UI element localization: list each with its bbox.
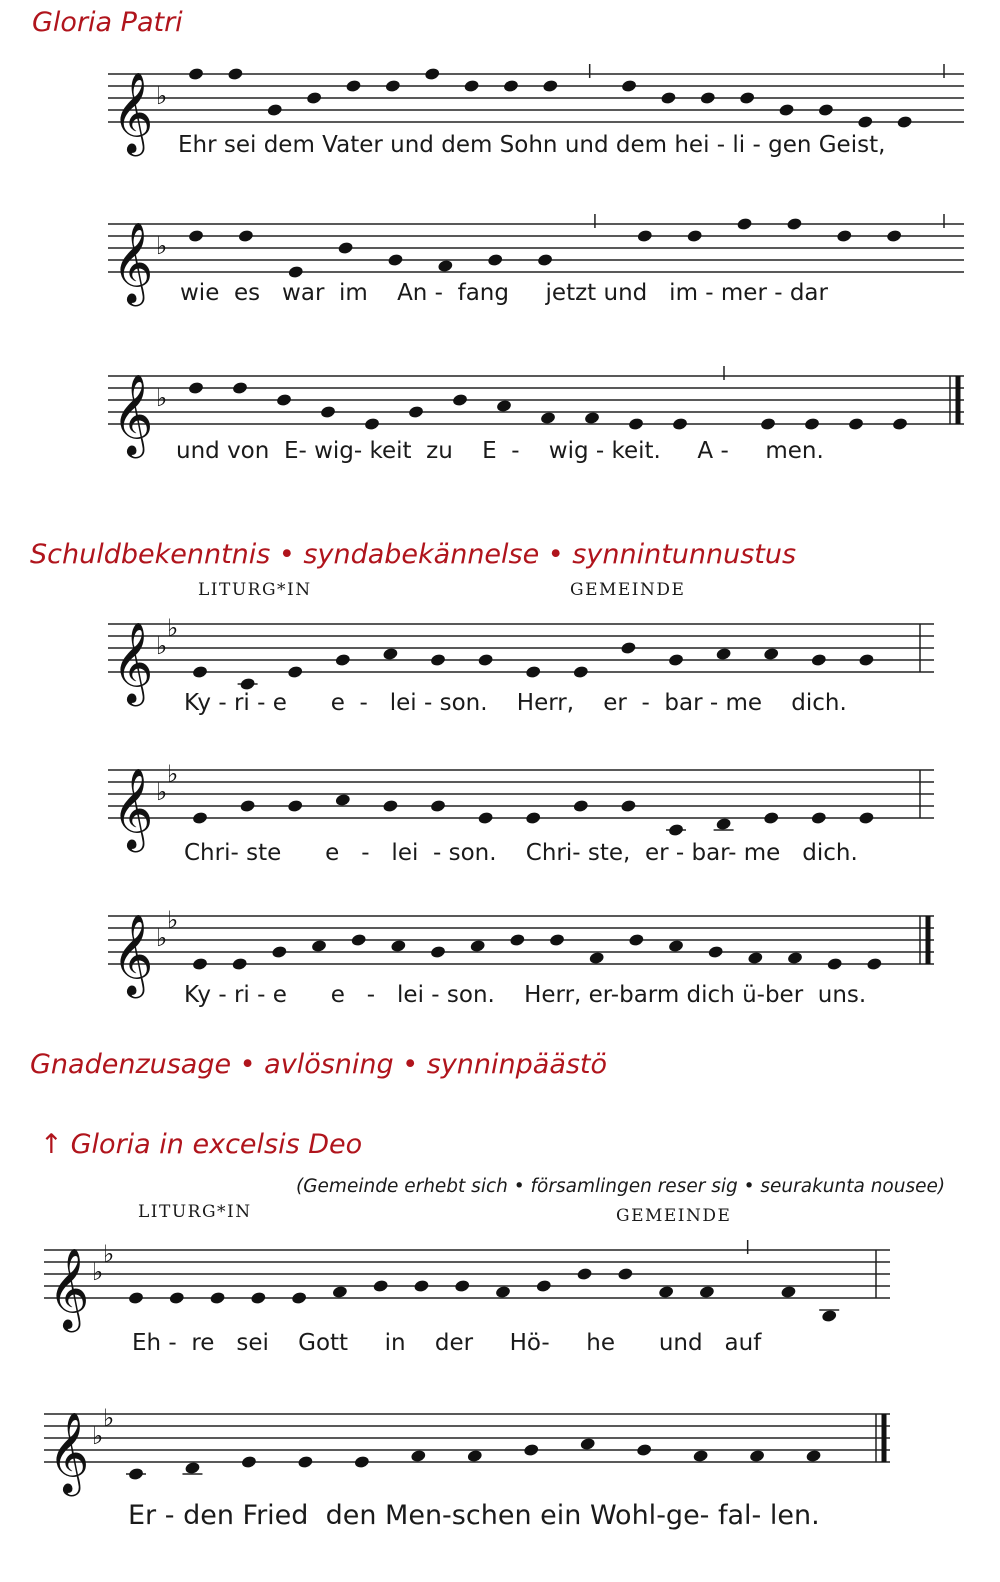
music-staff-7	[44, 1220, 894, 1329]
note-head	[542, 79, 559, 93]
note-head	[576, 1267, 593, 1281]
note-head	[408, 405, 425, 419]
treble-clef-icon: 𝄞	[112, 621, 154, 703]
note-head	[452, 393, 469, 407]
flat-icon: ♭	[167, 614, 179, 642]
note-head	[780, 1285, 797, 1299]
note-head	[487, 253, 504, 267]
note-head	[628, 417, 645, 431]
note-head	[227, 67, 244, 81]
music-staff-8	[44, 1384, 894, 1493]
note-head	[276, 393, 293, 407]
note-head	[410, 1449, 427, 1463]
note-head	[495, 1285, 512, 1299]
note-head	[387, 253, 404, 267]
treble-clef-icon: 𝄞	[112, 71, 154, 153]
treble-clef-icon: 𝄞	[112, 221, 154, 303]
note-head	[372, 1279, 389, 1293]
note-head	[297, 1455, 314, 1469]
note-head	[463, 79, 480, 93]
note-head	[469, 939, 486, 953]
flat-icon: ♭	[92, 1422, 104, 1450]
note-head	[858, 811, 875, 825]
note-head	[287, 265, 304, 279]
note-head	[169, 1291, 186, 1305]
note-head	[637, 229, 654, 243]
note-head	[715, 817, 732, 831]
note-head	[826, 957, 843, 971]
flat-icon: ♭	[156, 778, 168, 806]
section-heading-text: Gloria in excelsis Deo	[70, 1129, 363, 1160]
note-head	[628, 933, 645, 947]
note-head	[715, 647, 732, 661]
lyrics-line: Ehr sei dem Vater und dem Sohn und dem hei - li - gen Geist,	[178, 132, 886, 158]
section-heading-gloria-patri: Gloria Patri	[32, 7, 183, 38]
note-head	[209, 1291, 226, 1305]
note-head	[430, 799, 447, 813]
lyrics-line: Ky - ri - e e - lei - son. Herr, er - bar - me dich.	[184, 690, 847, 716]
role-label-gemeinde: GEMEINDE	[616, 1206, 732, 1226]
note-head	[320, 405, 337, 419]
note-head	[232, 381, 249, 395]
note-head	[266, 103, 283, 117]
note-head	[250, 1291, 267, 1305]
note-head	[390, 939, 407, 953]
note-head	[345, 79, 362, 93]
lyrics-line: Er - den Fried den Men-schen ein Wohl-ge- fal- len.	[128, 1500, 820, 1531]
note-head	[672, 417, 689, 431]
note-head	[804, 417, 821, 431]
note-head	[496, 399, 513, 413]
note-head	[549, 933, 566, 947]
note-head	[749, 1449, 766, 1463]
note-head	[385, 79, 402, 93]
note-head	[700, 91, 717, 105]
note-head	[525, 665, 542, 679]
note-head	[811, 653, 828, 667]
note-head	[413, 1279, 430, 1293]
note-head	[699, 1285, 716, 1299]
note-head	[192, 811, 209, 825]
lyrics-line: und von E- wig- keit zu E - wig - keit. A - men.	[176, 438, 824, 464]
note-head	[760, 417, 777, 431]
note-head	[787, 951, 804, 965]
treble-clef-icon: 𝄞	[48, 1411, 90, 1493]
note-head	[620, 799, 637, 813]
flat-icon: ♭	[156, 232, 168, 260]
lyrics-line: wie es war im An - fang jetzt und im - mer - dar	[180, 280, 828, 306]
note-head	[188, 67, 205, 81]
note-head	[763, 647, 780, 661]
note-head	[858, 653, 875, 667]
note-head	[537, 253, 554, 267]
note-head	[364, 417, 381, 431]
note-head	[540, 411, 557, 425]
note-head	[337, 241, 354, 255]
note-head	[437, 259, 454, 273]
note-head	[509, 933, 526, 947]
treble-clef-icon: 𝄞	[112, 913, 154, 995]
note-head	[786, 217, 803, 231]
note-head	[454, 1279, 471, 1293]
instruction-note: (Gemeinde erhebt sich • församlingen reser sig • seurakunta nousee)	[296, 1176, 946, 1197]
note-head	[128, 1467, 145, 1481]
note-head	[503, 79, 520, 93]
note-head	[239, 799, 256, 813]
note-head	[192, 957, 209, 971]
note-head	[668, 653, 685, 667]
note-head	[287, 799, 304, 813]
section-heading-schuldbekenntnis: Schuldbekenntnis • syndabekännelse • synnintunnustus	[30, 539, 797, 570]
flat-icon: ♭	[156, 384, 168, 412]
note-head	[660, 91, 677, 105]
flat-icon: ♭	[156, 924, 168, 952]
note-head	[763, 811, 780, 825]
section-heading-gloria-in-excelsis	[40, 1128, 362, 1162]
note-head	[848, 417, 865, 431]
note-head	[291, 1291, 308, 1305]
note-head	[584, 411, 601, 425]
note-head	[896, 115, 913, 129]
note-head	[636, 1443, 653, 1457]
lyrics-line: Eh - re sei Gott in der Hö- he und auf	[132, 1330, 762, 1356]
note-head	[525, 811, 542, 825]
flat-icon: ♭	[92, 1258, 104, 1286]
note-head	[467, 1449, 484, 1463]
note-head	[188, 229, 205, 243]
note-head	[658, 1285, 675, 1299]
note-head	[239, 677, 256, 691]
note-head	[287, 665, 304, 679]
note-head	[736, 217, 753, 231]
note-head	[354, 1455, 371, 1469]
note-head	[573, 665, 590, 679]
arrow-up-icon: ↑	[40, 1129, 63, 1160]
music-staff-5	[108, 742, 938, 849]
flat-icon: ♭	[156, 632, 168, 660]
note-head	[686, 229, 703, 243]
note-head	[818, 103, 835, 117]
note-head	[335, 793, 352, 807]
note-head	[778, 103, 795, 117]
note-head	[668, 939, 685, 953]
note-head	[382, 799, 399, 813]
lyrics-line: Chri- ste e - lei - son. Chri- ste, er - bar- me dich.	[184, 840, 858, 866]
note-head	[430, 653, 447, 667]
note-head	[892, 417, 909, 431]
flat-icon: ♭	[156, 82, 168, 110]
note-head	[477, 653, 494, 667]
note-head	[241, 1455, 258, 1469]
note-head	[836, 229, 853, 243]
note-head	[886, 229, 903, 243]
section-heading-gnadenzusage: Gnadenzusage • avlösning • synninpäästö	[30, 1049, 608, 1080]
note-head	[739, 91, 756, 105]
flat-icon: ♭	[103, 1404, 115, 1432]
treble-clef-icon: 𝄞	[112, 373, 154, 455]
note-head	[188, 381, 205, 395]
note-head	[668, 823, 685, 837]
note-head	[184, 1461, 201, 1475]
flat-icon: ♭	[167, 760, 179, 788]
note-head	[430, 945, 447, 959]
note-head	[573, 799, 590, 813]
treble-clef-icon: 𝄞	[112, 767, 154, 849]
note-head	[821, 1309, 838, 1323]
treble-clef-icon: 𝄞	[48, 1247, 90, 1329]
note-head	[523, 1443, 540, 1457]
note-head	[866, 957, 883, 971]
note-head	[424, 67, 441, 81]
note-head	[477, 811, 494, 825]
flat-icon: ♭	[167, 906, 179, 934]
note-head	[350, 933, 367, 947]
note-head	[621, 79, 638, 93]
note-head	[311, 939, 328, 953]
note-head	[811, 811, 828, 825]
note-head	[536, 1279, 553, 1293]
note-head	[588, 951, 605, 965]
flat-icon: ♭	[103, 1240, 115, 1268]
role-label-liturg: LITURG*IN	[198, 580, 312, 600]
note-head	[747, 951, 764, 965]
note-head	[620, 641, 637, 655]
lyrics-line: Ky - ri - e e - lei - son. Herr, er-barm dich ü-ber uns.	[184, 982, 867, 1008]
note-head	[335, 653, 352, 667]
role-label-gemeinde: GEMEINDE	[570, 580, 686, 600]
note-head	[192, 665, 209, 679]
note-head	[579, 1437, 596, 1451]
note-head	[332, 1285, 349, 1299]
note-head	[271, 945, 288, 959]
note-head	[692, 1449, 709, 1463]
note-head	[707, 945, 724, 959]
note-head	[382, 647, 399, 661]
note-head	[238, 229, 255, 243]
note-head	[857, 115, 874, 129]
note-head	[231, 957, 248, 971]
note-head	[306, 91, 323, 105]
note-head	[128, 1291, 145, 1305]
note-head	[617, 1267, 634, 1281]
note-head	[805, 1449, 822, 1463]
role-label-liturg: LITURG*IN	[138, 1202, 252, 1222]
